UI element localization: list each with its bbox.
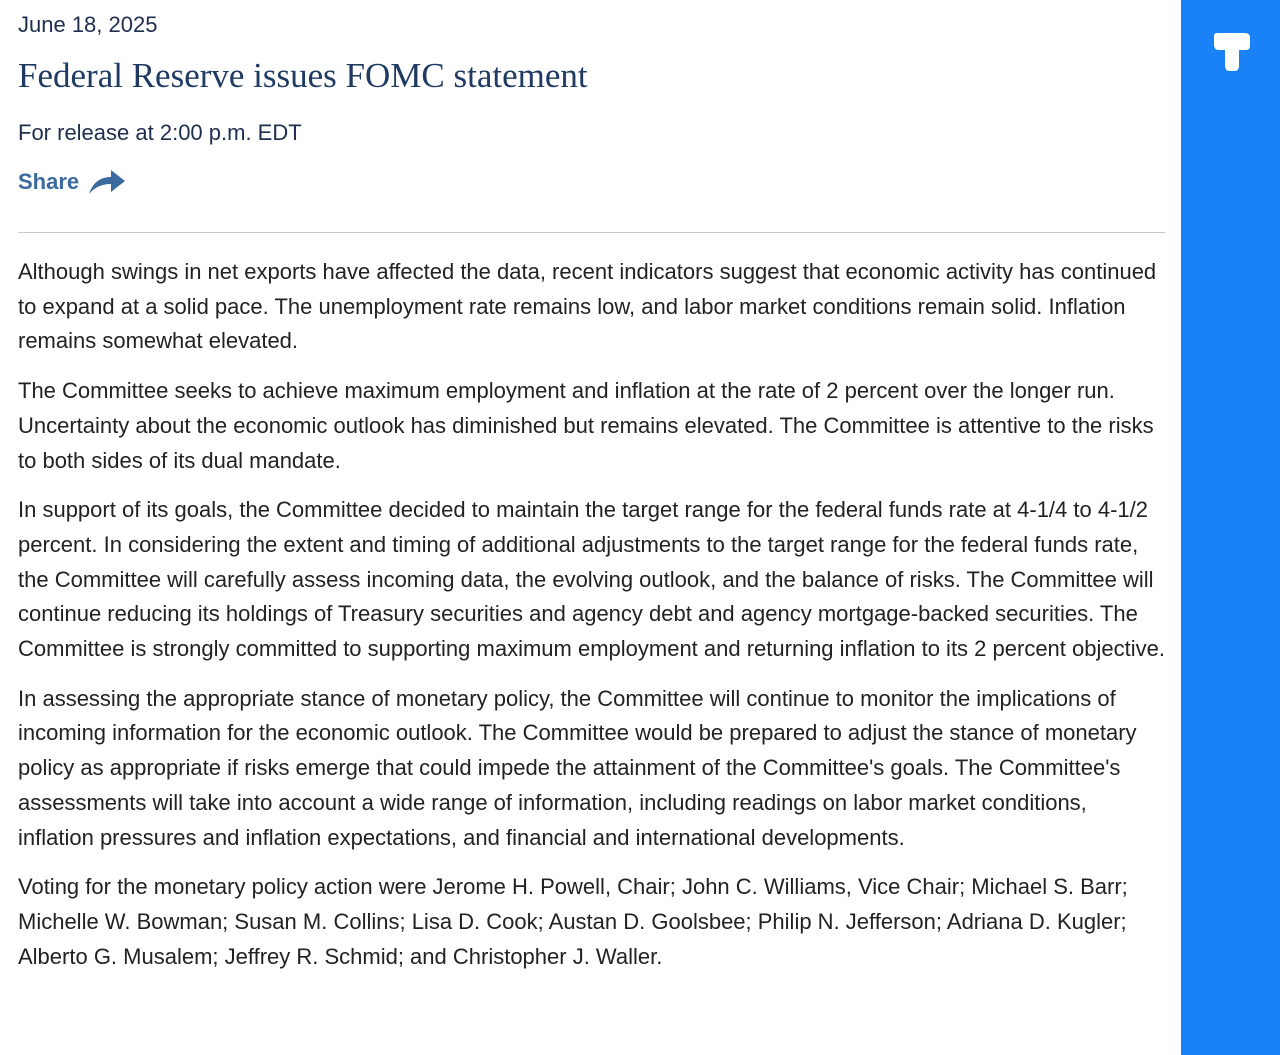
share-button[interactable]	[18, 168, 127, 196]
t-logo-icon[interactable]	[1211, 30, 1251, 72]
share-arrow-icon	[87, 168, 127, 196]
share-label: Share	[18, 169, 80, 194]
article-body	[18, 255, 1165, 989]
article-title: Federal Reserve issues FOMC statement	[18, 56, 588, 95]
paragraph: In assessing the appropriate stance of monetary policy, the Committee will continue to monitor the implications of incoming information for the economic outlook. The Committee would be prepared to adjust the stance of monetary policy as appropriate if risks emerge that could impede the attainment of the Committee's goals. The Committee's assessments will take into account a wide range of information, including readings on labor market conditions, inflation pressures and inflation expectations, and financial and international developments.	[18, 685, 1137, 850]
side-panel	[1181, 0, 1280, 1055]
article-date: June 18, 2025	[18, 12, 158, 37]
release-time: For release at 2:00 p.m. EDT	[18, 120, 302, 145]
divider	[18, 232, 1165, 233]
paragraph: The Committee seeks to achieve maximum employment and inflation at the rate of 2 percent over the longer run. Uncertainty about the economic outlook has diminished but remains elevated. The Committee is attentive to the risks to both sides of its dual mandate.	[18, 378, 1154, 473]
paragraph: In support of its goals, the Committee decided to maintain the target range for the federal funds rate at 4-1/4 to 4-1/2 percent. In considering the extent and timing of additional adjustments to the target range for the federal funds rate, the Committee will carefully assess incoming data, the evolving outlook, and the balance of risks. The Committee will continue reducing its holdings of Treasury securities and agency debt and agency mortgage-backed securities. The Committee is strongly committed to supporting maximum employment and returning inflation to its 2 percent objective.	[18, 497, 1165, 662]
paragraph: Voting for the monetary policy action were Jerome H. Powell, Chair; John C. Williams, Vice Chair; Michael S. Barr; Michelle W. Bowman; Susan M. Collins; Lisa D. Cook; Austan D. Goolsbee; Philip N. Jefferson; Adriana D. Kugler; Alberto G. Musalem; Jeffrey R. Schmid; and Christopher J. Waller.	[18, 874, 1128, 969]
paragraph: Although swings in net exports have affected the data, recent indicators suggest that economic activity has continued to expand at a solid pace. The unemployment rate remains low, and labor market conditions remain solid. Inflation remains somewhat elevated.	[18, 259, 1157, 354]
